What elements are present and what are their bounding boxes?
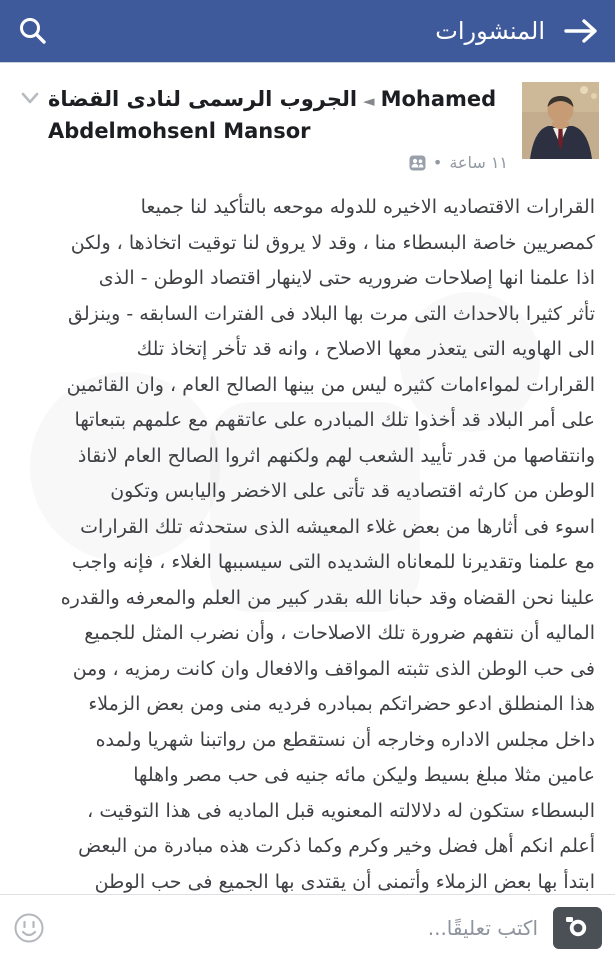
timestamp: ١١ ساعة xyxy=(449,153,508,172)
post-body xyxy=(0,172,615,894)
post-text-line: عامين مثلا مبلغ بسيط وليكن مائه جنيه فى حب مصر واهلها xyxy=(133,764,595,786)
timestamp-row xyxy=(48,153,508,172)
post-text-line: اذا علمنا انها إصلاحات ضروريه حتى لاينهار اقتصاد الوطن - الذى xyxy=(98,267,595,289)
post-text-line: اسوء فى أثارها من بعض غلاء المعيشه الذى ستحدثه تلك القرارات xyxy=(80,515,595,538)
post-text-line: الماليه أن نتفهم ضرورة تلك الاصلاحات ، وأن نضرب المثل للجميع xyxy=(84,622,595,644)
post-text-line: الوطن من كارثه اقتصاديه قد تأتى على الاخضر واليابس وتكون xyxy=(110,480,595,502)
post-text-line: وانتقاصها من قدر تأييد الشعب لهم ولكنهم اثروا الصالح العام لانقاذ xyxy=(77,444,595,467)
post-header xyxy=(0,62,615,172)
post-text-line: القرارات الاقتصاديه الاخيره للدوله موحعه بالتأكيد لنا جميعا xyxy=(140,196,595,218)
post-text-line: على أمر البلاد قد أخذوا تلك المبادره على عاتقهم مع علمهم بتبعاتها xyxy=(74,409,595,431)
post-text-line: البسطاء ستكون له دلالالته المعنويه قبل الماديه فى هذا التوقيت ، xyxy=(87,799,595,822)
back-arrow-icon[interactable] xyxy=(559,16,599,46)
post-text-line: القرارات لمواءامات كثيره ليس من بينها الصالح العام ، وان القائمين xyxy=(66,373,595,396)
posted-in-arrow-icon: ◄ xyxy=(363,92,375,110)
post-text-line: داخل مجلس الاداره وخارجه أن نستقطع من رواتبنا شهريا ولمده xyxy=(95,728,595,751)
post-text-line-clipped: ابتدأ بها بعض الزملاء وأتمنى أن يقتدى بها الجميع فى حب الوطن xyxy=(94,870,595,893)
comment-input[interactable]: اكتب تعليقًا... xyxy=(427,915,538,940)
post-text-line: هذا المنطلق ادعو حضراتكم بمبادره فرديه منى ومن بعض الزملاء xyxy=(88,693,595,715)
post-text-line: كمصريين خاصة البسطاء منا ، وقد لا يروق لنا توقيت اتخاذها ، ولكن xyxy=(70,231,595,254)
post-text-line: مع علمنا وتقديرنا للمعاناه الشديده التى سيسببها الغلاء ، فإنه واجب xyxy=(71,551,595,573)
post-header-text xyxy=(42,82,522,172)
post-text-line: علينا نحن القضاه وقد حبانا الله بقدر كبير من العلم والمعرفه والقدره xyxy=(60,586,595,609)
post-title[interactable] xyxy=(48,84,508,146)
chevron-down-icon[interactable] xyxy=(16,86,42,112)
post-text-line: الى الهاويه التى يتعذر معها الاصلاح ، وانه قد تأخر إتخاذ تلك xyxy=(136,338,595,360)
comment-bar xyxy=(0,894,615,960)
page-title: المنشورات xyxy=(435,17,545,45)
user-name[interactable]: Mohamed Abdelmohsenl Mansor xyxy=(48,87,497,143)
dot-separator: • xyxy=(432,153,443,172)
post-text-line: أعلم انكم أهل فضل وخير وكرم وكما ذكرت هذه مبادرة من البعض xyxy=(78,835,595,857)
avatar[interactable] xyxy=(522,82,599,159)
post-text-line: فى حب الوطن الذى تثبته المواقف والافعال وان كانت رمزيه ، ومن xyxy=(72,657,595,680)
post-text-line: تأثر كثيرا بالاحداث التى مرت بها البلاد فى الفترات السابقه - وينزلق xyxy=(67,302,595,325)
camera-icon[interactable] xyxy=(553,907,602,949)
topbar xyxy=(0,0,615,62)
search-icon[interactable] xyxy=(16,14,50,48)
group-name[interactable]: الجروب الرسمى لنادى القضاة xyxy=(48,87,358,111)
group-audience-icon xyxy=(409,155,426,171)
smiley-icon[interactable] xyxy=(13,912,45,944)
